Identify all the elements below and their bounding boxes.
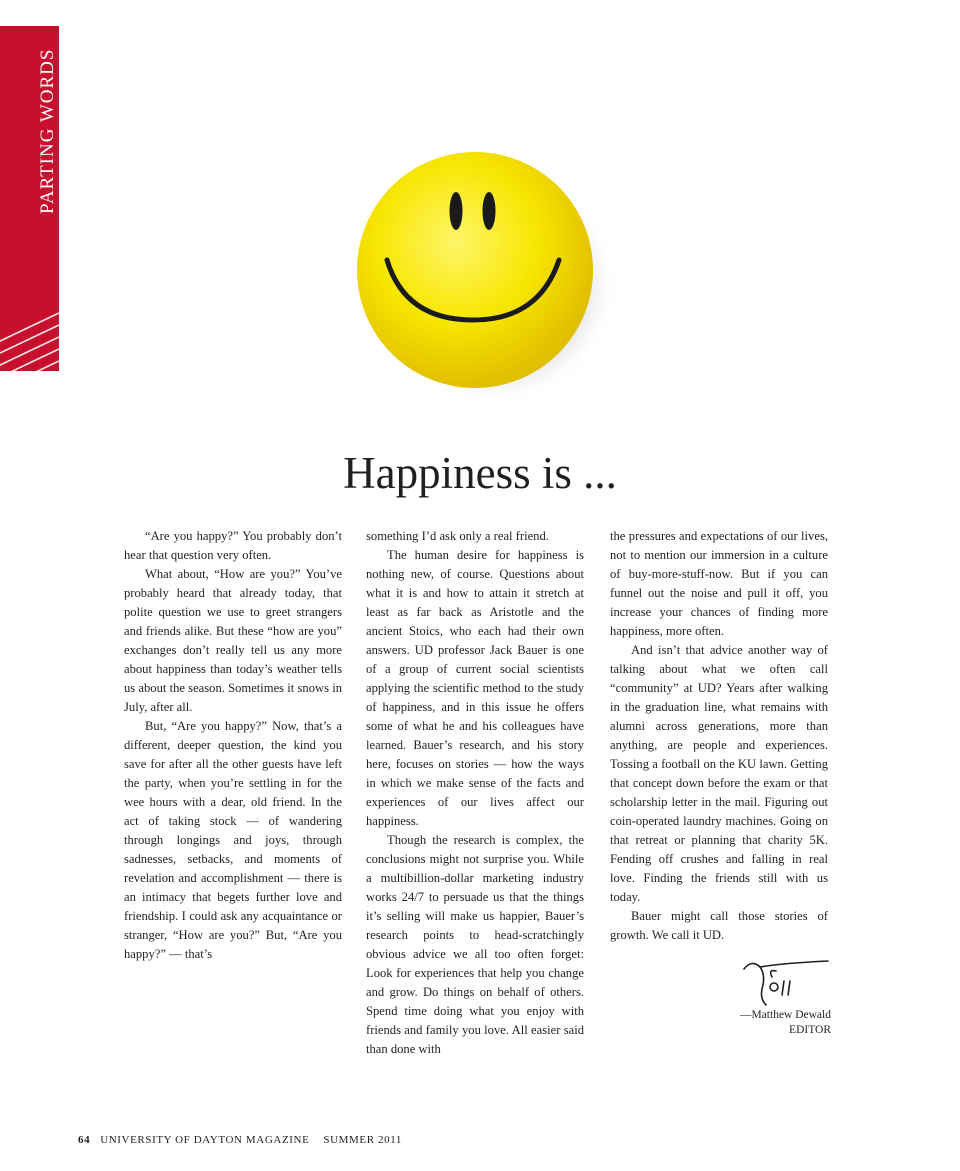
paragraph: Bauer might call those stories of growth. We call it UD. xyxy=(610,909,828,942)
diagonal-stripes-icon xyxy=(0,311,59,371)
text-column-2 xyxy=(366,527,584,1059)
paragraph: But, “Are you happy?” Now, that’s a different, deeper question, the kind you save for after all the other guests have left the party, when you’re settling in for the wee hours with a dear, old friend. In the act of taking stock — of wandering through longings and joys, through sadnesses, setbacks, and moments of revelation and accomplishment — there is an intimacy that begets further love and friendship. I could ask any acquaintance or stranger, “How are you?” But, “Are you happy?” — that’s xyxy=(124,719,342,961)
paragraph: Though the research is complex, the conclusions might not surprise you. While a multibillion-dollar marketing industry works 24/7 to persuade us that the things it’s selling will make us happier, Bauer’s research points to head-scratchingly obvious advice we all too often forget: Look for experiences that help you change and grow. Do things on behalf of others. Spend time doing what you enjoy with friends and family you love. All easier said than done with xyxy=(366,833,584,1056)
paragraph: The human desire for happiness is nothing new, of course. Questions about what it is and how to attain it stretch at least as far back as Aristotle and the ancient Stoics, who each had their own answers. UD professor Jack Bauer is one of a group of current social scientists applying the scientific method to the study of happiness, and in this issue he offers some of what he and his colleagues have learned. Bauer’s research, and his story here, focuses on stories — how the ways in which we make sense of the facts and experiences of our lives affect our happiness. xyxy=(366,548,584,828)
page-number: 64 xyxy=(78,1134,91,1146)
paragraph: “Are you happy?” You probably don’t hear that question very often. xyxy=(124,529,342,562)
signoff-title: EDITOR xyxy=(789,1024,831,1036)
paragraph: And isn’t that advice another way of talking about what we often call “community” at UD? Years after walking in the graduation line, what remains with alumni across generations, more than anything, are people and experiences. Tossing a football on the KU lawn. Getting that concept down before the exam or that scholarship letter in the mail. Figuring out coin-operated laundry machines. Going on that retreat or planning that charity 5K. Fending off crushes and falling in real love. Finding the friends still with us today. xyxy=(610,643,828,904)
signature-icon xyxy=(738,955,833,1007)
section-tab xyxy=(0,26,59,371)
page-footer xyxy=(78,1134,402,1146)
paragraph: something I’d ask only a real friend. xyxy=(366,529,549,543)
text-column-3 xyxy=(610,527,828,945)
section-tab-label: PARTING WORDS xyxy=(37,48,58,214)
paragraph: the pressures and expectations of our lives, not to mention our immersion in a culture of buy-more-stuff-now. But if you can funnel out the noise and pull it off, you increase your chances of finding more happiness, more often. xyxy=(610,529,828,638)
text-column-1 xyxy=(124,527,342,964)
issue-date: SUMMER 2011 xyxy=(323,1134,403,1146)
smiley-face-icon xyxy=(345,150,615,410)
article-title: Happiness is ... xyxy=(343,448,617,498)
publication-name: UNIVERSITY OF DAYTON MAGAZINE xyxy=(100,1134,310,1146)
paragraph: What about, “How are you?” You’ve probably heard that already today, that polite question we use to greet strangers and friends alike. But these “how are you” exchanges don’t really tell us any more about happiness than today’s weather tells us about the season. Sometimes it snows in July, after all. xyxy=(124,567,342,714)
signoff-name: —Matthew Dewald xyxy=(739,1009,831,1021)
